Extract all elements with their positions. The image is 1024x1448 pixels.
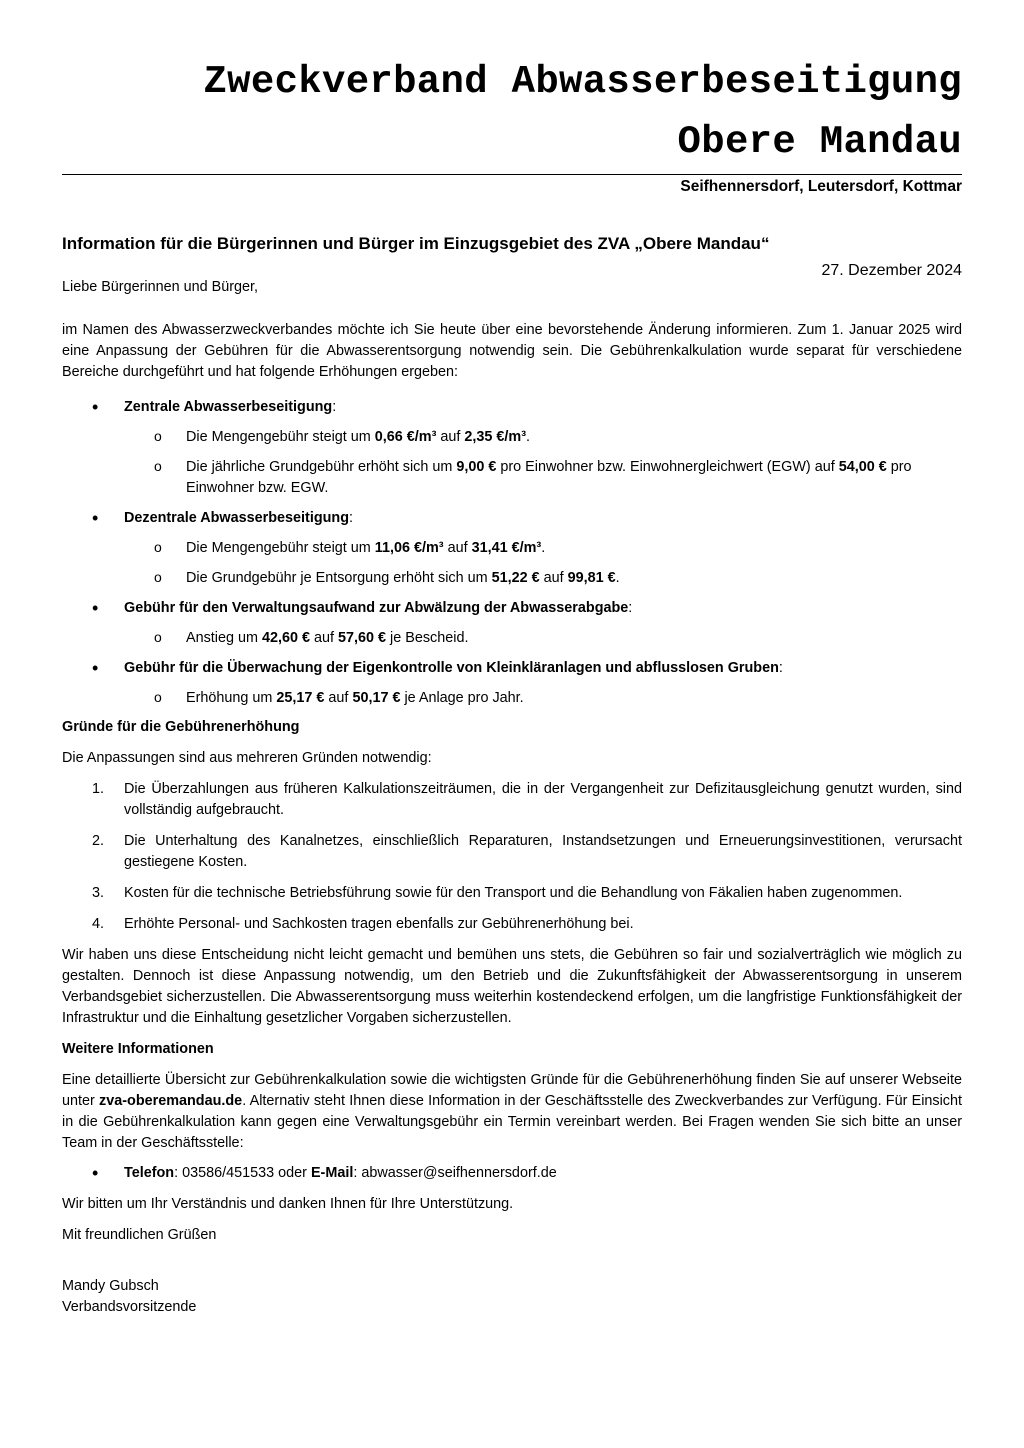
- fee-text: Die Mengengebühr steigt um: [186, 540, 375, 556]
- reason-text: Die Überzahlungen aus früheren Kalkulationszeiträumen, die in der Vergangenheit zur Defizitausgleichung genutzt wurden, sind vollständig aufgebraucht.: [124, 781, 962, 818]
- fee-text: Die Mengengebühr steigt um: [186, 429, 375, 445]
- email-value[interactable]: : abwasser@seifhennersdorf.de: [353, 1165, 557, 1181]
- conclusion-paragraph: Wir haben uns diese Entscheidung nicht leicht gemacht und bemühen uns stets, die Gebühren so fair und sozialverträglich wie möglich zu gestalten. Dennoch ist diese Anpassung notwendig, um den Betrieb und die Zukunftsfähigkeit der Abwasserentsorgung in unserem Verbandsgebiet sicherzustellen. Die Abwasserentsorgung muss weiterhin kostendeckend erfolgen, um die langfristige Funktionsfähigkeit der Infrastruktur und die Einhaltung gesetzlicher Vorgaben sicherzustellen.: [62, 947, 962, 1026]
- contact-item: [62, 1163, 962, 1184]
- reasons-list: [62, 779, 962, 935]
- website-link[interactable]: zva-oberemandau.de: [99, 1093, 243, 1109]
- fee-text: je Anlage pro Jahr.: [400, 690, 524, 706]
- fee-increase: 25,17 €: [276, 690, 325, 706]
- signer-role: Verbandsvorsitzende: [62, 1299, 197, 1315]
- fee-text: auf: [324, 690, 353, 706]
- letter-page: [62, 0, 962, 1318]
- fee-new-value: 2,35 €/m³: [464, 429, 527, 445]
- organization-title: [62, 52, 962, 172]
- fee-sublist: [124, 628, 962, 649]
- fee-detail: [124, 568, 962, 589]
- reason-text: Erhöhte Personal- und Sachkosten tragen ebenfalls zur Gebührenerhöhung bei.: [124, 916, 634, 932]
- info-paragraph: [62, 1070, 962, 1154]
- email-label: E-Mail: [310, 1165, 354, 1181]
- reason-number: 1.: [92, 781, 105, 797]
- info-text: . Alternativ steht Ihnen diese Information in der Geschäftsstelle des Zweckverbandes zur Verfügung. Für Einsicht in die Gebührenkalkulation kann gegen eine Verwaltungsgebühr ein Termin vereinbart werden. Bei Fragen wenden Sie sich bitte an unser Team in der Geschäftsstelle:: [62, 1093, 962, 1151]
- reason-text: Die Unterhaltung des Kanalnetzes, einschließlich Reparaturen, Instandsetzungen und Erneuerungsinvestitionen, verursacht gestiegene Kosten.: [124, 833, 962, 870]
- fee-text: .: [541, 540, 546, 556]
- reason-item: [62, 831, 962, 873]
- organization-towns: Seifhennersdorf, Leutersdorf, Kottmar: [680, 178, 962, 195]
- organization-title-line1: Zweckverband Abwasserbeseitigung: [203, 60, 962, 104]
- fee-increase: 0,66 €/m³: [374, 429, 437, 445]
- fee-text: .: [615, 570, 620, 586]
- fee-title: Gebühr für den Verwaltungsaufwand zur Abwälzung der Abwasserabgabe: [124, 600, 629, 616]
- fee-list: [62, 397, 962, 709]
- fee-title: Dezentrale Abwasserbeseitigung: [124, 510, 349, 526]
- reason-number: 4.: [92, 916, 105, 932]
- reason-text: Kosten für die technische Betriebsführung sowie für den Transport und die Behandlung von Fäkalien haben zugenommen.: [124, 885, 903, 901]
- fee-item: • Gebühr für die Überwachung der Eigenkontrolle von Kleinkläranlagen und abflusslosen Gruben: o Erhöhung um 25,17 € auf 50,17 € je Anlage pro Jahr.: [62, 658, 962, 709]
- intro-paragraph: im Namen des Abwasserzweckverbandes möchte ich Sie heute über eine bevorstehende Änderung informieren. Zum 1. Januar 2025 wird eine Anpassung der Gebühren für die Abwasserentsorgung notwendig sein. Die Gebührenkalkulation wurde separat für verschiedene Bereiche durchgeführt und hat folgende Erhöhungen ergeben:: [62, 322, 962, 380]
- fee-increase: 9,00 €: [456, 459, 497, 475]
- fee-increase: 11,06 €/m³: [374, 540, 444, 556]
- fee-increase: 51,22 €: [491, 570, 540, 586]
- fee-text: auf: [310, 630, 339, 646]
- fee-detail: [124, 427, 962, 448]
- letter-headline: Information für die Bürgerinnen und Bürger im Einzugsgebiet des ZVA „Obere Mandau“: [62, 234, 770, 253]
- fee-text: .: [526, 429, 531, 445]
- reasons-intro: Die Anpassungen sind aus mehreren Gründen notwendig:: [62, 750, 432, 766]
- fee-text: Die Grundgebühr je Entsorgung erhöht sich um: [186, 570, 492, 586]
- reason-item: [62, 779, 962, 821]
- fee-text: Erhöhung um: [186, 690, 277, 706]
- organization-title-line2: Obere Mandau: [677, 120, 962, 164]
- fee-new-value: 50,17 €: [352, 690, 401, 706]
- letter-date: 27. Dezember 2024: [821, 262, 962, 279]
- fee-item: • Gebühr für den Verwaltungsaufwand zur Abwälzung der Abwasserabgabe: o Anstieg um 42,60 € auf 57,60 € je Bescheid.: [62, 598, 962, 649]
- fee-new-value: 57,60 €: [338, 630, 387, 646]
- fee-text: auf: [436, 429, 465, 445]
- reason-number: 2.: [92, 833, 105, 849]
- fee-detail: [124, 538, 962, 559]
- reason-item: [62, 914, 962, 935]
- info-text: Eine detaillierte Übersicht zur Gebührenkalkulation sowie die wichtigsten Gründe für die Gebührenerhöhung finden Sie auf unserer Webseite unter: [62, 1072, 962, 1109]
- reasons-heading: Gründe für die Gebührenerhöhung: [62, 719, 300, 735]
- reason-number: 3.: [92, 885, 105, 901]
- phone-value[interactable]: : 03586/451533 oder: [174, 1165, 311, 1181]
- fee-new-value: 99,81 €: [567, 570, 616, 586]
- fee-new-value: 31,41 €/m³: [471, 540, 542, 556]
- fee-text: pro Einwohner bzw. EGW.: [186, 459, 912, 496]
- fee-sublist: [124, 427, 962, 499]
- fee-item: • Dezentrale Abwasserbeseitigung: o Die Mengengebühr steigt um 11,06 €/m³ auf 31,41 €/m³. o Die Grundgebühr je Entsorgung erhöht sich um 51,22 € auf 99,81 €.: [62, 508, 962, 589]
- fee-text: pro Einwohner bzw. Einwohnergleichwert (EGW) auf: [496, 459, 839, 475]
- salutation: Liebe Bürgerinnen und Bürger,: [62, 279, 259, 295]
- signer-name: Mandy Gubsch: [62, 1278, 159, 1294]
- contact-list: [62, 1163, 962, 1184]
- fee-detail: [124, 628, 962, 649]
- fee-text: auf: [539, 570, 568, 586]
- fee-text: Die jährliche Grundgebühr erhöht sich um: [186, 459, 457, 475]
- closing-line: Mit freundlichen Grüßen: [62, 1227, 217, 1243]
- fee-new-value: 54,00 €: [838, 459, 887, 475]
- fee-sublist: [124, 688, 962, 709]
- header-divider: [62, 174, 962, 175]
- fee-title: Gebühr für die Überwachung der Eigenkontrolle von Kleinkläranlagen und abflusslosen Gruben: [124, 660, 779, 676]
- fee-item: • Zentrale Abwasserbeseitigung: o Die Mengengebühr steigt um 0,66 €/m³ auf 2,35 €/m³. o Die jährliche Grundgebühr erhöht sich um 9,00 € pro Einwohner bzw. Einwohnergleichwert (EGW) auf 54,00 € pro Einwohner bzw. EGW.: [62, 397, 962, 499]
- fee-text: auf: [443, 540, 472, 556]
- fee-increase: 42,60 €: [262, 630, 311, 646]
- reason-item: [62, 883, 962, 904]
- fee-text: je Bescheid.: [386, 630, 469, 646]
- fee-detail: [124, 688, 962, 709]
- fee-detail: [124, 457, 962, 499]
- fee-text: Anstieg um: [186, 630, 262, 646]
- phone-label: Telefon: [124, 1165, 175, 1181]
- fee-sublist: [124, 538, 962, 589]
- thanks-line: Wir bitten um Ihr Verständnis und danken Ihnen für Ihre Unterstützung.: [62, 1196, 514, 1212]
- info-heading: Weitere Informationen: [62, 1041, 214, 1057]
- fee-title: Zentrale Abwasserbeseitigung: [124, 399, 333, 415]
